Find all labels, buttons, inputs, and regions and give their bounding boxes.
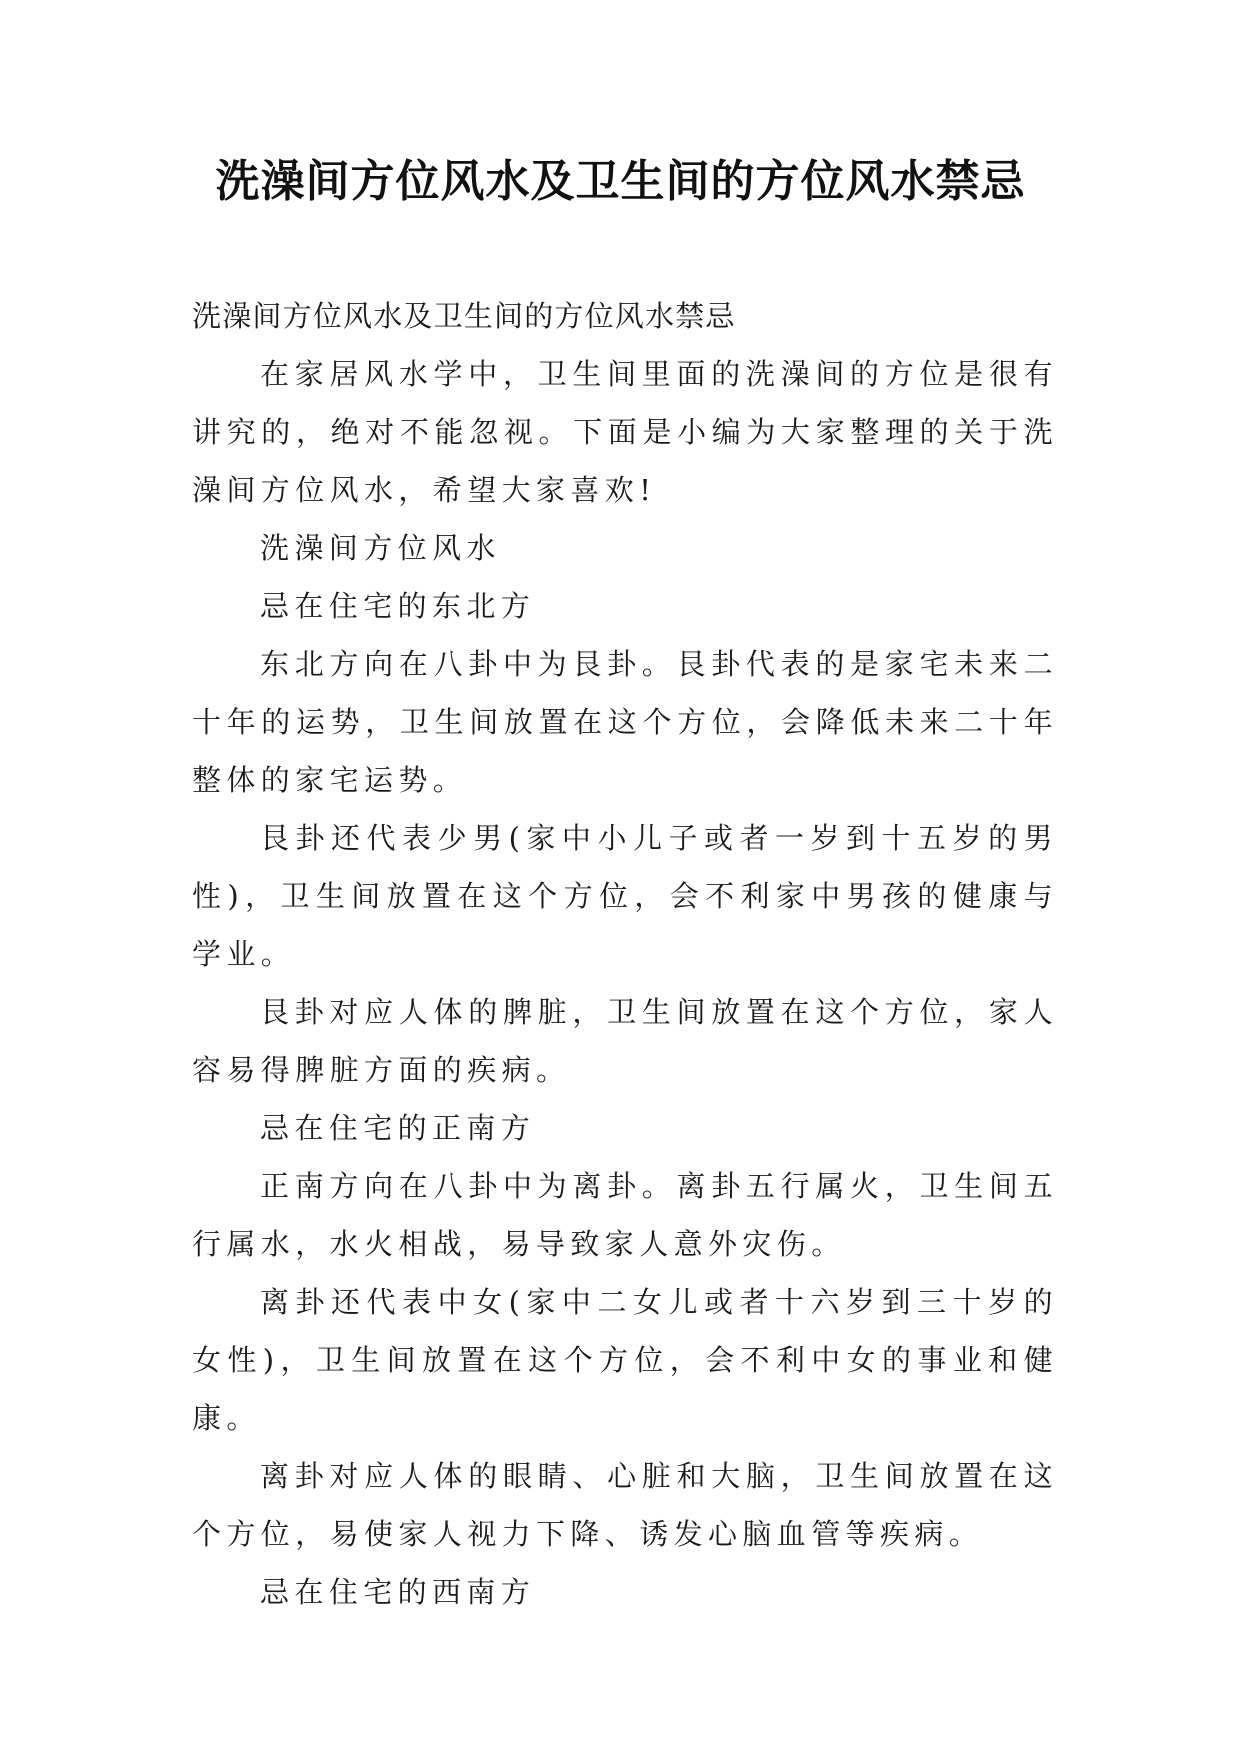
paragraph-northeast-gen: 东北方向在八卦中为艮卦。艮卦代表的是家宅未来二十年的运势，卫生间放置在这个方位，会降低未来二十年整体的家宅运势。 [192, 647, 1058, 797]
paragraph-subtitle: 洗澡间方位风水及卫生间的方位风水禁忌 [192, 299, 736, 333]
document-body [192, 287, 1058, 1621]
section-heading-bathroom-fengshui: 洗澡间方位风水 [260, 531, 501, 565]
paragraph-south-li: 正南方向在八卦中为离卦。离卦五行属火，卫生间五行属水，水火相战，易导致家人意外灾伤。 [192, 1169, 1058, 1261]
paragraph-intro: 在家居风水学中，卫生间里面的洗澡间的方位是很有讲究的，绝对不能忽视。下面是小编为大家整理的关于洗澡间方位风水，希望大家喜欢! [192, 357, 1058, 507]
section-heading-southwest: 忌在住宅的西南方 [260, 1575, 536, 1609]
paragraph-south-middle-female: 离卦还代表中女(家中二女儿或者十六岁到三十岁的女性)，卫生间放置在这个方位，会不利中女的事业和健康。 [192, 1285, 1058, 1435]
paragraph-south-eyes-heart: 离卦对应人体的眼睛、心脏和大脑，卫生间放置在这个方位，易使家人视力下降、诱发心脑血管等疾病。 [192, 1459, 1058, 1551]
paragraph-northeast-spleen: 艮卦对应人体的脾脏，卫生间放置在这个方位，家人容易得脾脏方面的疾病。 [192, 995, 1058, 1087]
paragraph-northeast-young-male: 艮卦还代表少男(家中小儿子或者一岁到十五岁的男性)，卫生间放置在这个方位，会不利家中男孩的健康与学业。 [192, 821, 1058, 971]
section-heading-south: 忌在住宅的正南方 [260, 1111, 536, 1145]
section-heading-northeast: 忌在住宅的东北方 [260, 589, 536, 623]
document-title: 洗澡间方位风水及卫生间的方位风水禁忌 [215, 156, 1026, 207]
